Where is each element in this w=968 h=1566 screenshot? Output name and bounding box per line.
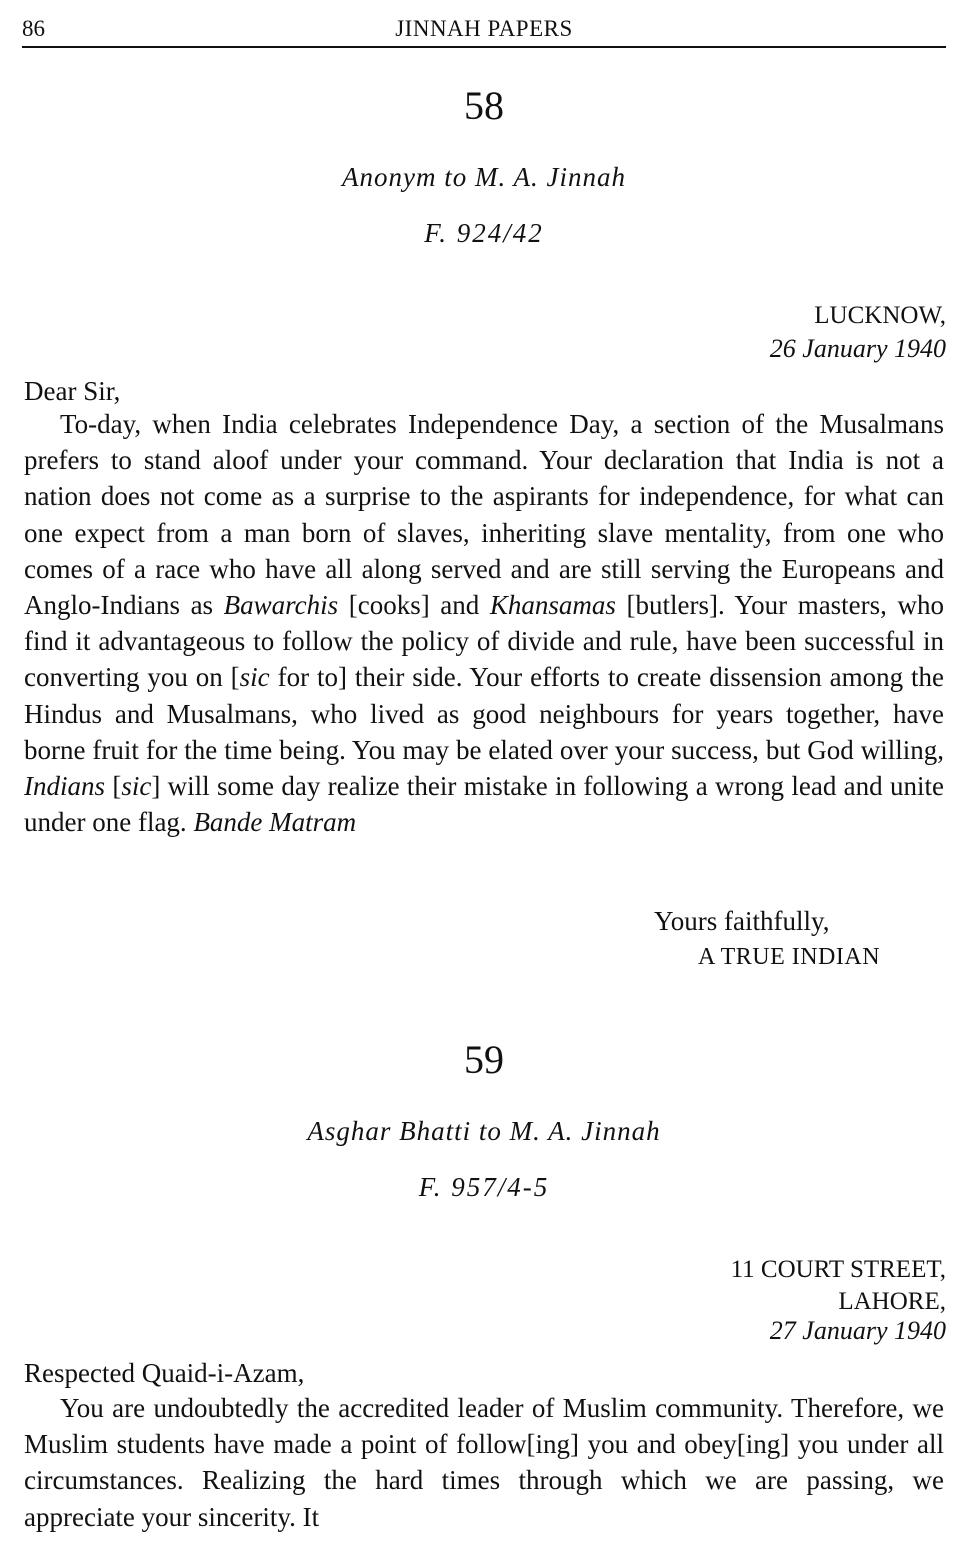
page-number: 86: [22, 16, 45, 41]
italic-term: sic: [239, 662, 270, 693]
body-text: [: [105, 771, 122, 802]
letter-title: Anonym to M. A. Jinnah: [342, 162, 626, 192]
letter-number: 58: [464, 83, 504, 128]
file-reference: F. 957/4-5: [418, 1172, 550, 1202]
body-text: To-day, when India celebrates Independence Day, a section of the Musalmans prefers to stand aloof under your command. Your declaration that India is not a nation does not come as a surprise to the aspirants for independence, for what can one expect from a man born of slaves, inheriting slave mentality, from one who comes of a race who have all along served and are still serving the Europeans and Anglo-Indians as: [24, 409, 944, 621]
letter-number: 59: [464, 1037, 504, 1082]
sender-address: [731, 1254, 946, 1318]
address-line: LAHORE,: [838, 1288, 946, 1315]
body-text: [cooks] and: [338, 590, 490, 621]
letter-date: 26 January 1940: [769, 334, 946, 363]
italic-term: Khansamas: [489, 590, 616, 621]
italic-term: Bawarchis: [223, 590, 339, 621]
salutation: Respected Quaid-i-Azam,: [24, 1358, 305, 1388]
body-text: for to] their side. Your efforts to create dissension among the Hindus and Musalmans, who lived as good neighbours for years together, have borne fruit for the time being. You may be elated over your success, but God willing,: [24, 662, 944, 765]
body-text: ] will some day realize their mistake in following a wrong lead and unite under one flag.: [24, 771, 944, 838]
salutation: Dear Sir,: [24, 376, 121, 406]
body-text: [butlers]. Your masters, who find it advantageous to follow the policy of divide and rule, have been successful in converting you on [: [24, 590, 945, 693]
address-line: LUCKNOW,: [814, 302, 946, 329]
running-head: JINNAH PAPERS: [395, 16, 573, 41]
italic-term: Indians: [24, 771, 105, 802]
sender-address: [814, 300, 946, 332]
closing: Yours faithfully,: [654, 906, 830, 936]
italic-term: sic: [121, 771, 152, 802]
letter-body: [24, 1390, 944, 1535]
letter-title: Asghar Bhatti to M. A. Jinnah: [307, 1116, 661, 1146]
letter-body: [24, 406, 944, 840]
italic-term: Bande Matram: [193, 807, 357, 838]
body-text: You are undoubtedly the accredited leader of Muslim community. Therefore, we Muslim students have made a point of follow[ing] you and obey[ing] you under all circumstances. Realizing the hard times through which we are passing, we appreciate your sincerity. It: [24, 1393, 944, 1532]
address-line: 11 COURT STREET,: [730, 1256, 946, 1283]
file-reference: F. 924/42: [424, 218, 544, 248]
signature: A TRUE INDIAN: [698, 944, 881, 970]
letter-date: 27 January 1940: [769, 1316, 946, 1345]
page-header: [22, 12, 946, 48]
